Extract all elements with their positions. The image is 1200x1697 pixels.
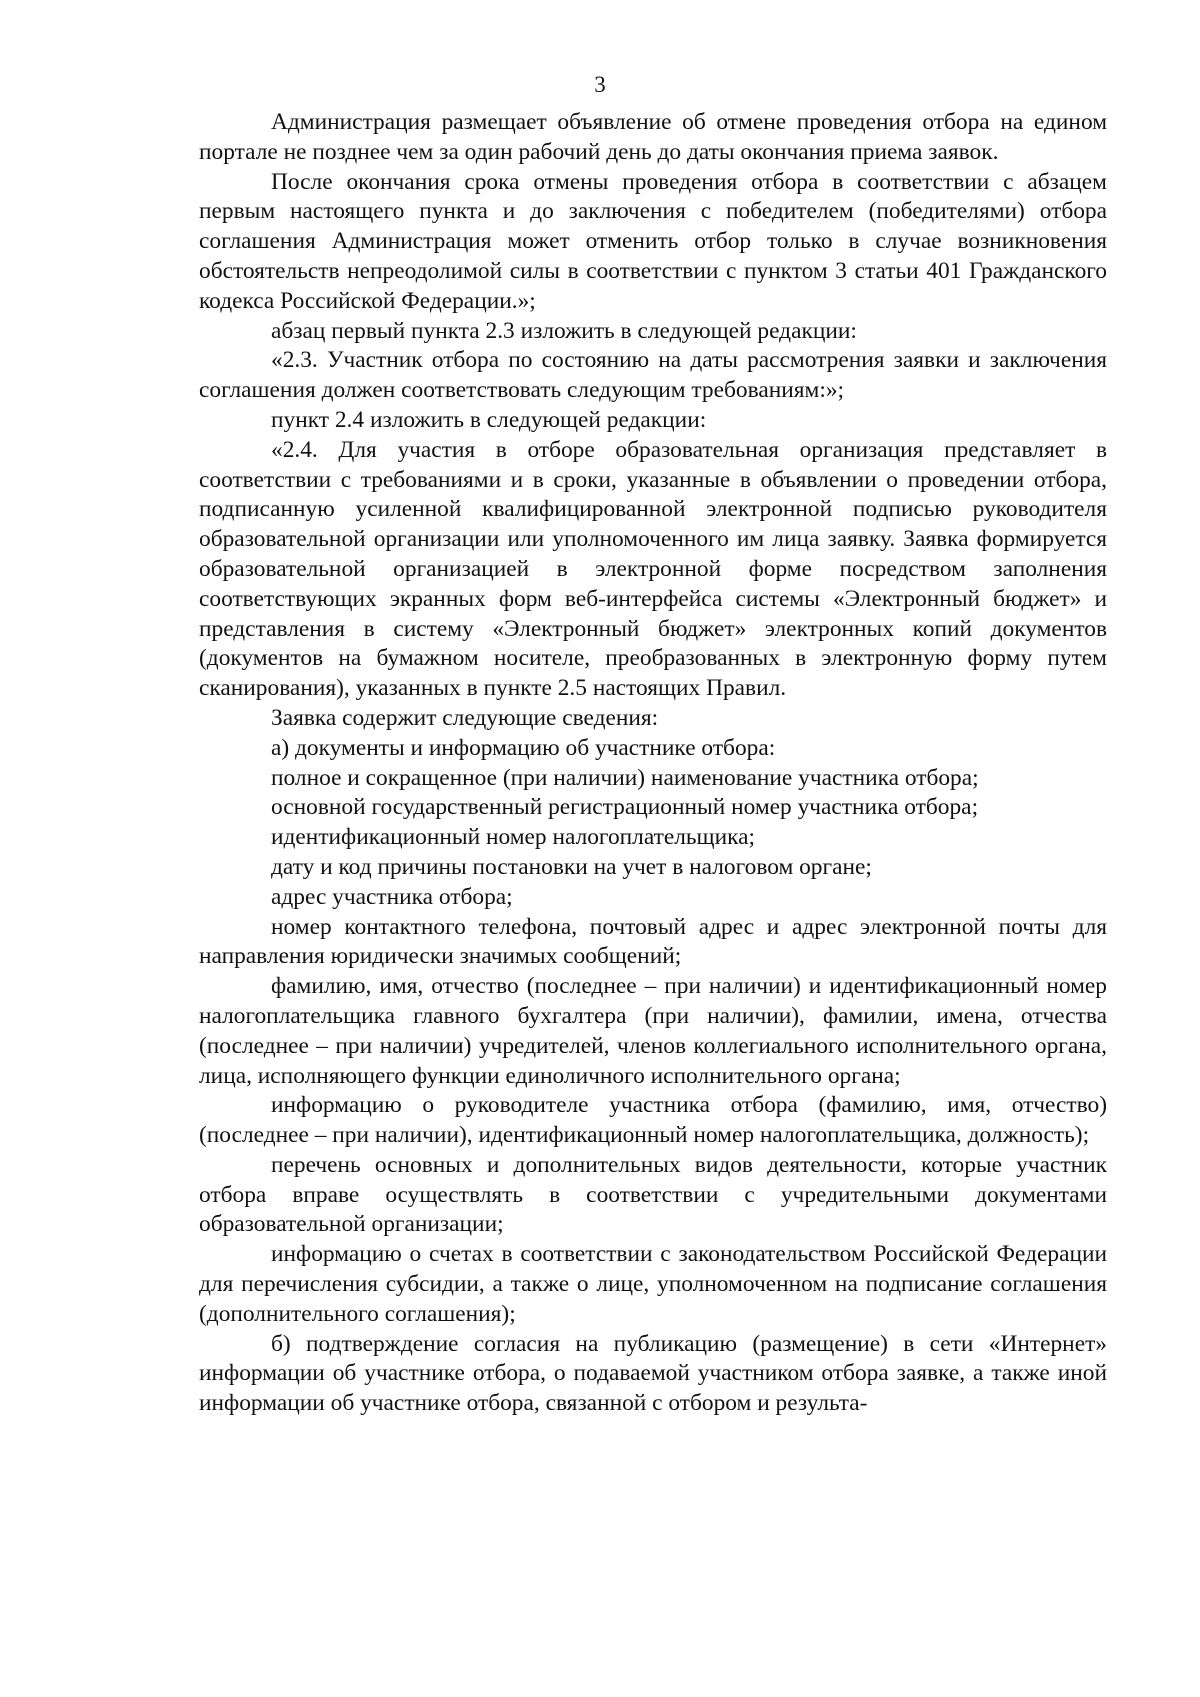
list-item: информацию о счетах в соответствии с законодательством Российской Федерации для перечисления субсидии, а также о лице, уполномоченном на подписание соглашения (дополнительного соглашения); bbox=[199, 1241, 1107, 1327]
list-item: адрес участника отбора; bbox=[271, 883, 513, 910]
list-item: полное и сокращенное (при наличии) наименование участника отбора; bbox=[271, 764, 979, 791]
paragraph: Администрация размещает объявление об отмене проведения отбора на едином портале не позднее чем за один рабочий день до даты окончания приема заявок. bbox=[199, 109, 1107, 165]
page-number: 3 bbox=[594, 72, 606, 97]
list-item: информацию о руководителе участника отбора (фамилию, имя, отчество) (последнее – при наличии), идентификационный номер налогоплательщика, должность); bbox=[199, 1092, 1107, 1149]
list-item: а) документы и информацию об участнике отбора: bbox=[271, 734, 776, 761]
list-item: перечень основных и дополнительных видов деятельности, которые участник отбора вправе осуществлять в соответствии с учредительными документами образовательной организации; bbox=[199, 1151, 1107, 1238]
list-item: номер контактного телефона, почтовый адрес и адрес электронной почты для направления юридически значимых сообщений; bbox=[199, 913, 1107, 970]
list-item: дату и код причины постановки на учет в налоговом органе; bbox=[271, 853, 872, 880]
list-item: б) подтверждение согласия на публикацию (размещение) в сети «Интернет» информации об участнике отбора, о подаваемой участником отбора заявке, а также иной информации об участнике отбора, связанной с отбором и результа- bbox=[199, 1330, 1107, 1417]
list-item: основной государственный регистрационный номер участника отбора; bbox=[271, 794, 979, 821]
paragraph: «2.3. Участник отбора по состоянию на даты рассмотрения заявки и заключения соглашения должен соответствовать следующим требованиям:»; bbox=[199, 347, 1107, 404]
list-item: идентификационный номер налогоплательщика; bbox=[271, 824, 755, 851]
paragraph: «2.4. Для участия в отборе образовательная организация представляет в соответствии с требованиями и в сроки, указанные в объявлении о проведении отбора, подписанную усиленной квалифицированной электронной подписью руководителя образовательной организации или уполномоченного им лица заявку. Заявка формируется образовательной организацией в электронной форме посредством заполнения соответствующих экранных форм веб-интерфейса системы «Электронный бюджет» и представления в систему «Электронный бюджет» электронных копий документов (документов на бумажном носителе, преобразованных в электронную форму путем сканирования), указанных в пункте 2.5 настоящих Правил. bbox=[199, 436, 1107, 702]
paragraph: пункт 2.4 изложить в следующей редакции: bbox=[271, 406, 707, 433]
document-body bbox=[199, 108, 1107, 1419]
paragraph: абзац первый пункта 2.3 изложить в следующей редакции: bbox=[271, 317, 857, 344]
paragraph: После окончания срока отмены проведения отбора в соответствии с абзацем первым настоящего пункта и до заключения с победителем (победителями) отбора соглашения Администрация может отменить отбор только в случае возникновения обстоятельств непреодолимой силы в соответствии с пунктом 3 статьи 401 Гражданского кодекса Российской Федерации.»; bbox=[199, 168, 1107, 314]
paragraph: Заявка содержит следующие сведения: bbox=[271, 704, 659, 731]
list-item: фамилию, имя, отчество (последнее – при наличии) и идентификационный номер налогоплательщика главного бухгалтера (при наличии), фамилии, имена, отчества (последнее – при наличии) учредителей, членов коллегиального исполнительного органа, лица, исполняющего функции единоличного исполнительного органа; bbox=[199, 973, 1107, 1089]
